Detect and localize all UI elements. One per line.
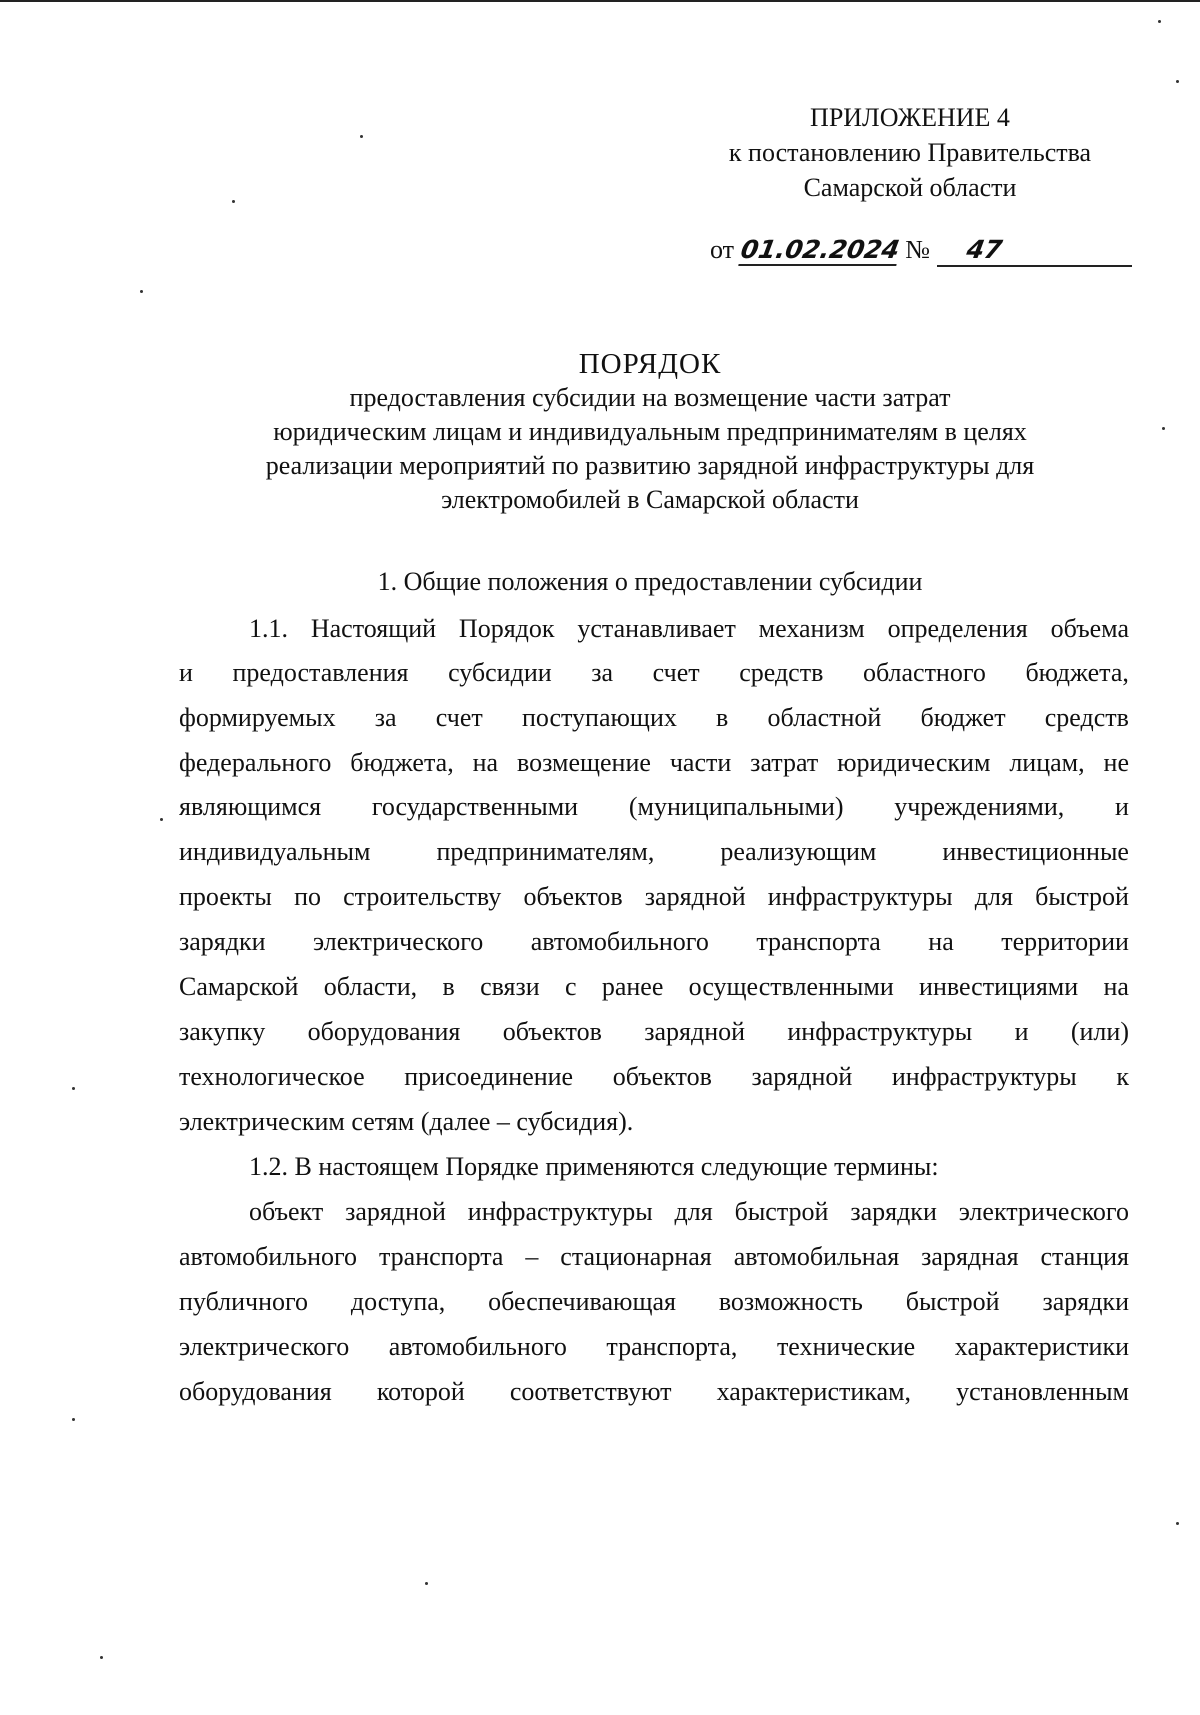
word: быстрой <box>1035 882 1129 911</box>
word: Порядок <box>458 614 555 643</box>
word: осуществленными <box>688 972 894 1001</box>
word: с <box>564 972 577 1001</box>
body-line <box>179 1015 1129 1049</box>
scan-speck <box>140 290 143 293</box>
word: автомобильного <box>530 927 709 956</box>
word: областной <box>767 703 882 732</box>
word: механизм <box>758 614 865 643</box>
word: являющимся <box>179 792 322 821</box>
body-line: 1.2. В настоящем Порядке применяются следующие термины: <box>249 1152 939 1181</box>
appendix-header <box>690 100 1130 205</box>
word: (муниципальными) <box>628 792 844 821</box>
word: закупку <box>179 1017 266 1046</box>
word: в <box>716 703 729 732</box>
word: инфраструктуры <box>467 1197 653 1226</box>
scan-speck <box>72 1418 75 1421</box>
word: доступа, <box>350 1287 446 1316</box>
scan-speck <box>72 1087 75 1090</box>
body-line <box>179 970 1129 1004</box>
title-line: предоставления субсидии на возмещение части затрат <box>349 383 951 412</box>
word: зарядки <box>850 1197 937 1226</box>
body-line <box>179 880 1129 914</box>
word: которой <box>376 1377 465 1406</box>
word: определения <box>887 614 1028 643</box>
word: электрического <box>313 927 484 956</box>
word: оборудования <box>179 1377 332 1406</box>
word: быстрой <box>734 1197 829 1226</box>
number-prefix: № <box>905 235 930 264</box>
word: и <box>1014 1017 1029 1046</box>
document-title <box>180 347 1120 517</box>
word: учреждениями, <box>894 792 1065 821</box>
word: характеристикам, <box>716 1377 912 1406</box>
word: в <box>442 972 455 1001</box>
word: предпринимателям, <box>436 837 655 866</box>
word: инвестициями <box>919 972 1079 1001</box>
decree-date-number <box>710 235 1132 267</box>
word: характеристики <box>954 1332 1129 1361</box>
word: (или) <box>1070 1017 1129 1046</box>
handwritten-number: 47 <box>963 235 1004 264</box>
word: предоставления <box>232 658 409 687</box>
word: государственными <box>371 792 579 821</box>
word: лицам, <box>1009 748 1085 777</box>
word: инфраструктуры <box>767 882 953 911</box>
word: объектов <box>523 882 623 911</box>
word: счет <box>435 703 483 732</box>
word: связи <box>480 972 540 1001</box>
word: оборудования <box>307 1017 461 1046</box>
word: электрического <box>179 1332 350 1361</box>
section-heading: 1. Общие положения о предоставлении субсидии <box>377 567 923 596</box>
word: электрического <box>958 1197 1129 1226</box>
word: федерального <box>179 748 332 777</box>
word: поступающих <box>521 703 677 732</box>
scan-top-edge <box>0 0 1200 2</box>
body-line <box>179 1060 1129 1094</box>
word: средств <box>1044 703 1129 732</box>
body-line <box>179 1375 1129 1409</box>
word: обеспечивающая <box>488 1287 676 1316</box>
word: части <box>669 748 732 777</box>
word: зарядки <box>179 927 266 956</box>
scan-speck <box>360 135 363 138</box>
word: на <box>928 927 954 956</box>
word: бюджета, <box>350 748 454 777</box>
appendix-region-line: Самарской области <box>803 173 1017 202</box>
scan-speck <box>1162 427 1165 430</box>
body-line <box>179 925 1129 959</box>
word: и <box>1115 792 1129 821</box>
word: на <box>472 748 499 777</box>
word: территории <box>1001 927 1129 956</box>
word: проекты <box>179 882 272 911</box>
word: Настоящий <box>310 614 437 643</box>
word: транспорта <box>756 927 881 956</box>
word: инфраструктуры <box>787 1017 973 1046</box>
title-line: электромобилей в Самарской области <box>441 485 859 514</box>
body-line <box>179 1285 1129 1319</box>
word: для <box>974 882 1013 911</box>
word: Самарской <box>179 972 299 1001</box>
word: объектов <box>502 1017 602 1046</box>
word: за <box>374 703 397 732</box>
appendix-ref-line: к постановлению Правительства <box>728 138 1092 167</box>
word: автомобильного <box>388 1332 567 1361</box>
title-line: реализации мероприятий по развитию зарядной инфраструктуры для <box>265 451 1035 480</box>
word: субсидии <box>448 658 552 687</box>
word: соответствуют <box>509 1377 672 1406</box>
word: средств <box>739 658 824 687</box>
word: транспорта <box>378 1242 504 1271</box>
word: инфраструктуры <box>891 1062 1077 1091</box>
scan-speck <box>232 200 235 203</box>
word: ранее <box>601 972 664 1001</box>
word: не <box>1103 748 1129 777</box>
word: присоединение <box>404 1062 574 1091</box>
body-line <box>179 1240 1129 1274</box>
word: на <box>1103 972 1129 1001</box>
word: технологическое <box>179 1062 365 1091</box>
word: затрат <box>750 748 819 777</box>
word: зарядки <box>1042 1287 1129 1316</box>
word: по <box>294 882 321 911</box>
word: области, <box>323 972 418 1001</box>
word: автомобильного <box>179 1242 358 1271</box>
word: зарядной <box>751 1062 853 1091</box>
word: объектов <box>612 1062 712 1091</box>
word: – <box>525 1242 539 1271</box>
word: бюджет <box>920 703 1006 732</box>
word: объект <box>249 1197 324 1226</box>
body-line <box>179 746 1129 780</box>
word: зарядной <box>644 882 746 911</box>
number-field <box>937 235 1132 267</box>
body-line: электрическим сетям (далее – субсидия). <box>179 1107 634 1136</box>
word: устанавливает <box>577 614 736 643</box>
scan-speck <box>1176 1522 1179 1525</box>
scan-speck <box>1176 80 1179 83</box>
word: к <box>1116 1062 1129 1091</box>
word: индивидуальным <box>179 837 371 866</box>
word: транспорта, <box>606 1332 738 1361</box>
body-line <box>249 612 1129 646</box>
word: автомобильная <box>733 1242 900 1271</box>
body-line <box>179 835 1129 869</box>
word: счет <box>652 658 700 687</box>
word: быстрой <box>905 1287 1000 1316</box>
word: строительству <box>343 882 502 911</box>
word: бюджета, <box>1025 658 1129 687</box>
word: формируемых <box>179 703 336 732</box>
word: установленным <box>956 1377 1129 1406</box>
body-line <box>179 701 1129 735</box>
word: зарядной <box>345 1197 446 1226</box>
appendix-label: ПРИЛОЖЕНИЕ 4 <box>810 103 1010 132</box>
scan-speck <box>160 818 163 821</box>
word: зарядная <box>921 1242 1019 1271</box>
body-line <box>179 1330 1129 1364</box>
word: инвестиционные <box>942 837 1129 866</box>
handwritten-date: 01.02.2024 <box>738 235 902 264</box>
word: объема <box>1050 614 1129 643</box>
scan-speck <box>1158 20 1161 23</box>
word: 1.1. <box>249 614 288 643</box>
body-line <box>179 656 1129 690</box>
title-main: ПОРЯДОК <box>578 348 722 380</box>
word: для <box>674 1197 713 1226</box>
word: и <box>179 658 193 687</box>
title-line: юридическим лицам и индивидуальным предпринимателям в целях <box>273 417 1027 446</box>
scan-speck <box>425 1582 428 1585</box>
word: областного <box>862 658 986 687</box>
word: реализующим <box>720 837 877 866</box>
word: технические <box>776 1332 916 1361</box>
date-prefix: от <box>710 235 735 264</box>
body-line <box>249 1195 1129 1229</box>
word: возможность <box>718 1287 863 1316</box>
word: возмещение <box>516 748 651 777</box>
word: станция <box>1040 1242 1129 1271</box>
word: зарядной <box>644 1017 746 1046</box>
scan-speck <box>100 1656 103 1659</box>
body-line <box>179 790 1129 824</box>
word: юридическим <box>837 748 991 777</box>
word: стационарная <box>560 1242 712 1271</box>
word: публичного <box>179 1287 309 1316</box>
word: за <box>591 658 614 687</box>
